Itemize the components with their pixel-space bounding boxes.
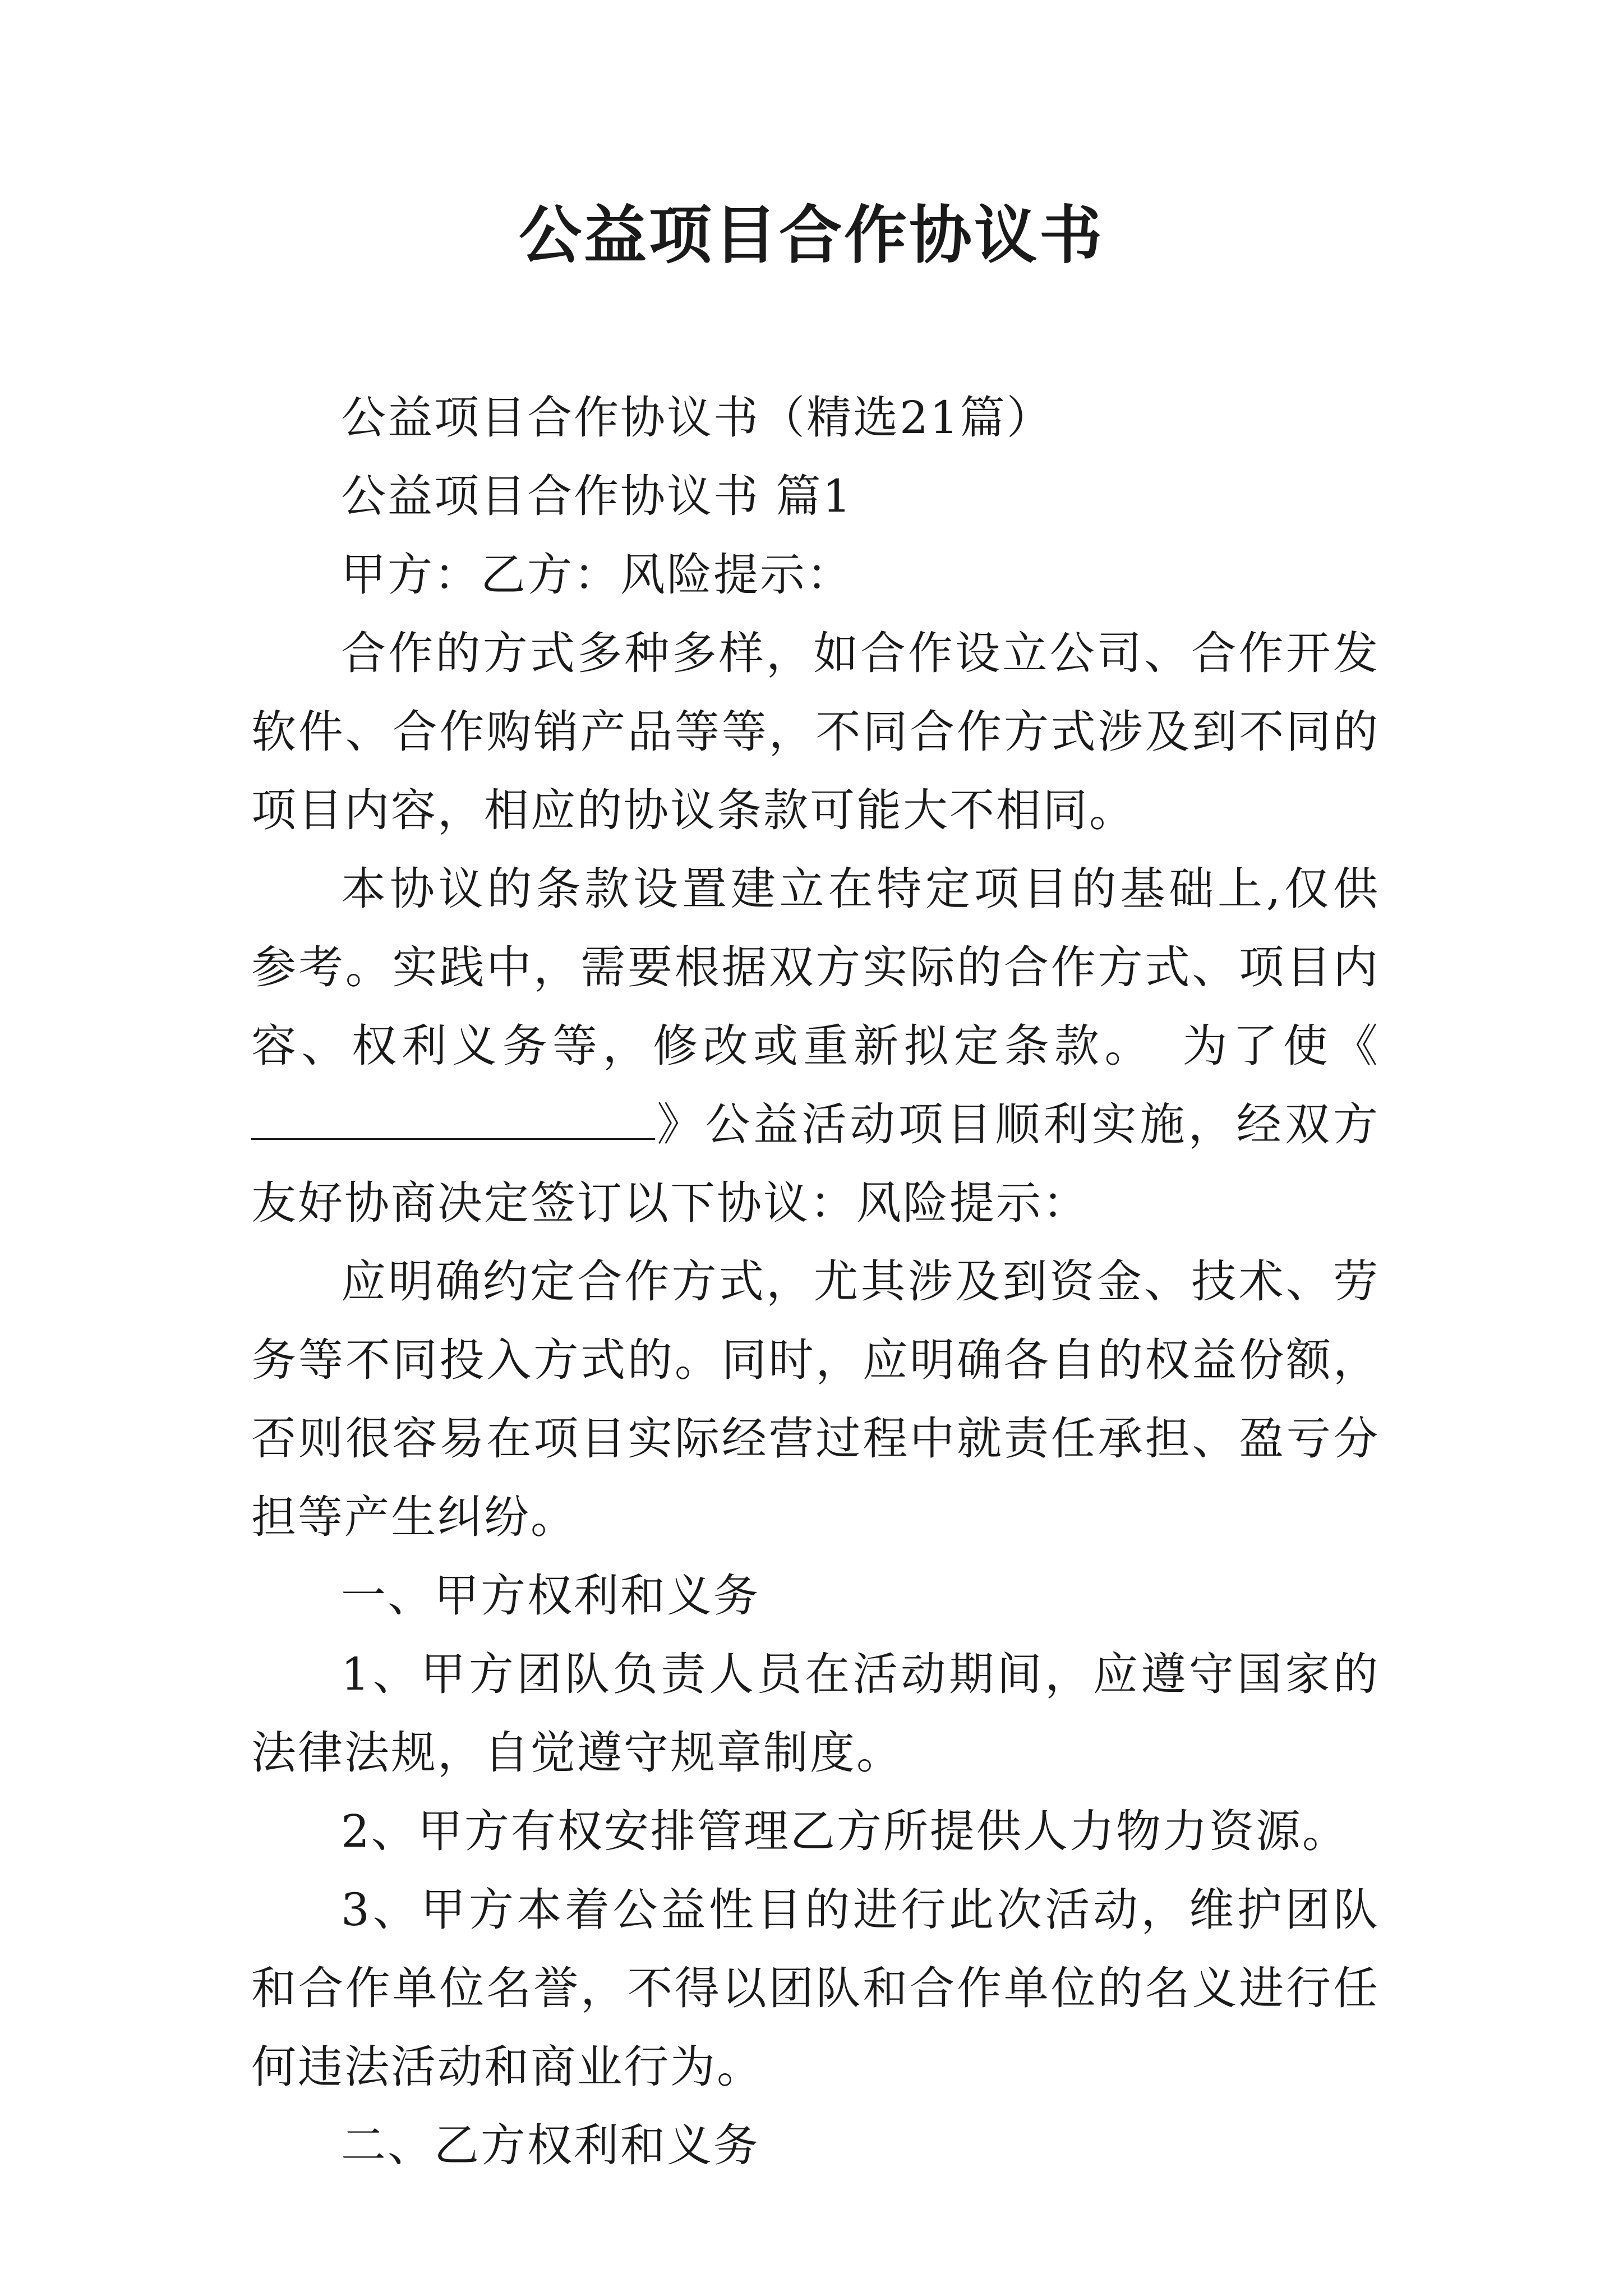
paragraph-terms-reference (251, 850, 1380, 1243)
paragraph-section-heading: 公益项目合作协议书 篇1 (341, 470, 853, 522)
heading-party-b-rights: 二、乙方权利和义务 (341, 2119, 760, 2171)
paragraph-cooperation-methods: 合作的方式多种多样，如合作设立公司、合作开发软件、合作购销产品等等，不同合作方式涉及到不同的项目内容，相应的协议条款可能大不相同。 (251, 627, 1380, 836)
paragraph-terms-text: 本协议的条款设置建立在特定项目的基础上,仅供参考。实践中，需要根据双方实际的合作方式、项目内容、权利义务等，修改或重新拟定条款。 为了使 (251, 863, 1380, 1072)
paragraph-parties: 甲方：乙方：风险提示： (341, 549, 853, 601)
document-title: 公益项目合作协议书 (519, 199, 1104, 272)
paragraph-risk-note: 应明确约定合作方式，尤其涉及到资金、技术、劳务等不同投入方式的。同时，应明确各自的权益份额，否则很容易在项目实际经营过程中就责任承担、盈亏分担等产生纠纷。 (251, 1255, 1380, 1543)
document-body (251, 379, 1380, 2185)
project-name-blank (251, 1099, 655, 1140)
clause-a-2: 2、甲方有权安排管理乙方所提供人力物力资源。 (341, 1805, 1349, 1857)
paragraph-subtitle: 公益项目合作协议书（精选21篇） (341, 392, 1053, 444)
heading-party-a-rights: 一、甲方权利和义务 (341, 1570, 760, 1622)
clause-a-1: 1、甲方团队负责人员在活动期间，应遵守国家的法律法规，自觉遵守规章制度。 (251, 1648, 1380, 1779)
clause-a-3: 3、甲方本着公益性目的进行此次活动，维护团队和合作单位名誉，不得以团队和合作单位的名义进行任何违法活动和商业行为。 (251, 1884, 1380, 2093)
project-name-close: 》公益活动项目顺利实施，经双方友好协商决定签订以下协议：风险提示： (251, 1098, 1380, 1229)
project-name-open: 《 (1333, 1020, 1380, 1072)
